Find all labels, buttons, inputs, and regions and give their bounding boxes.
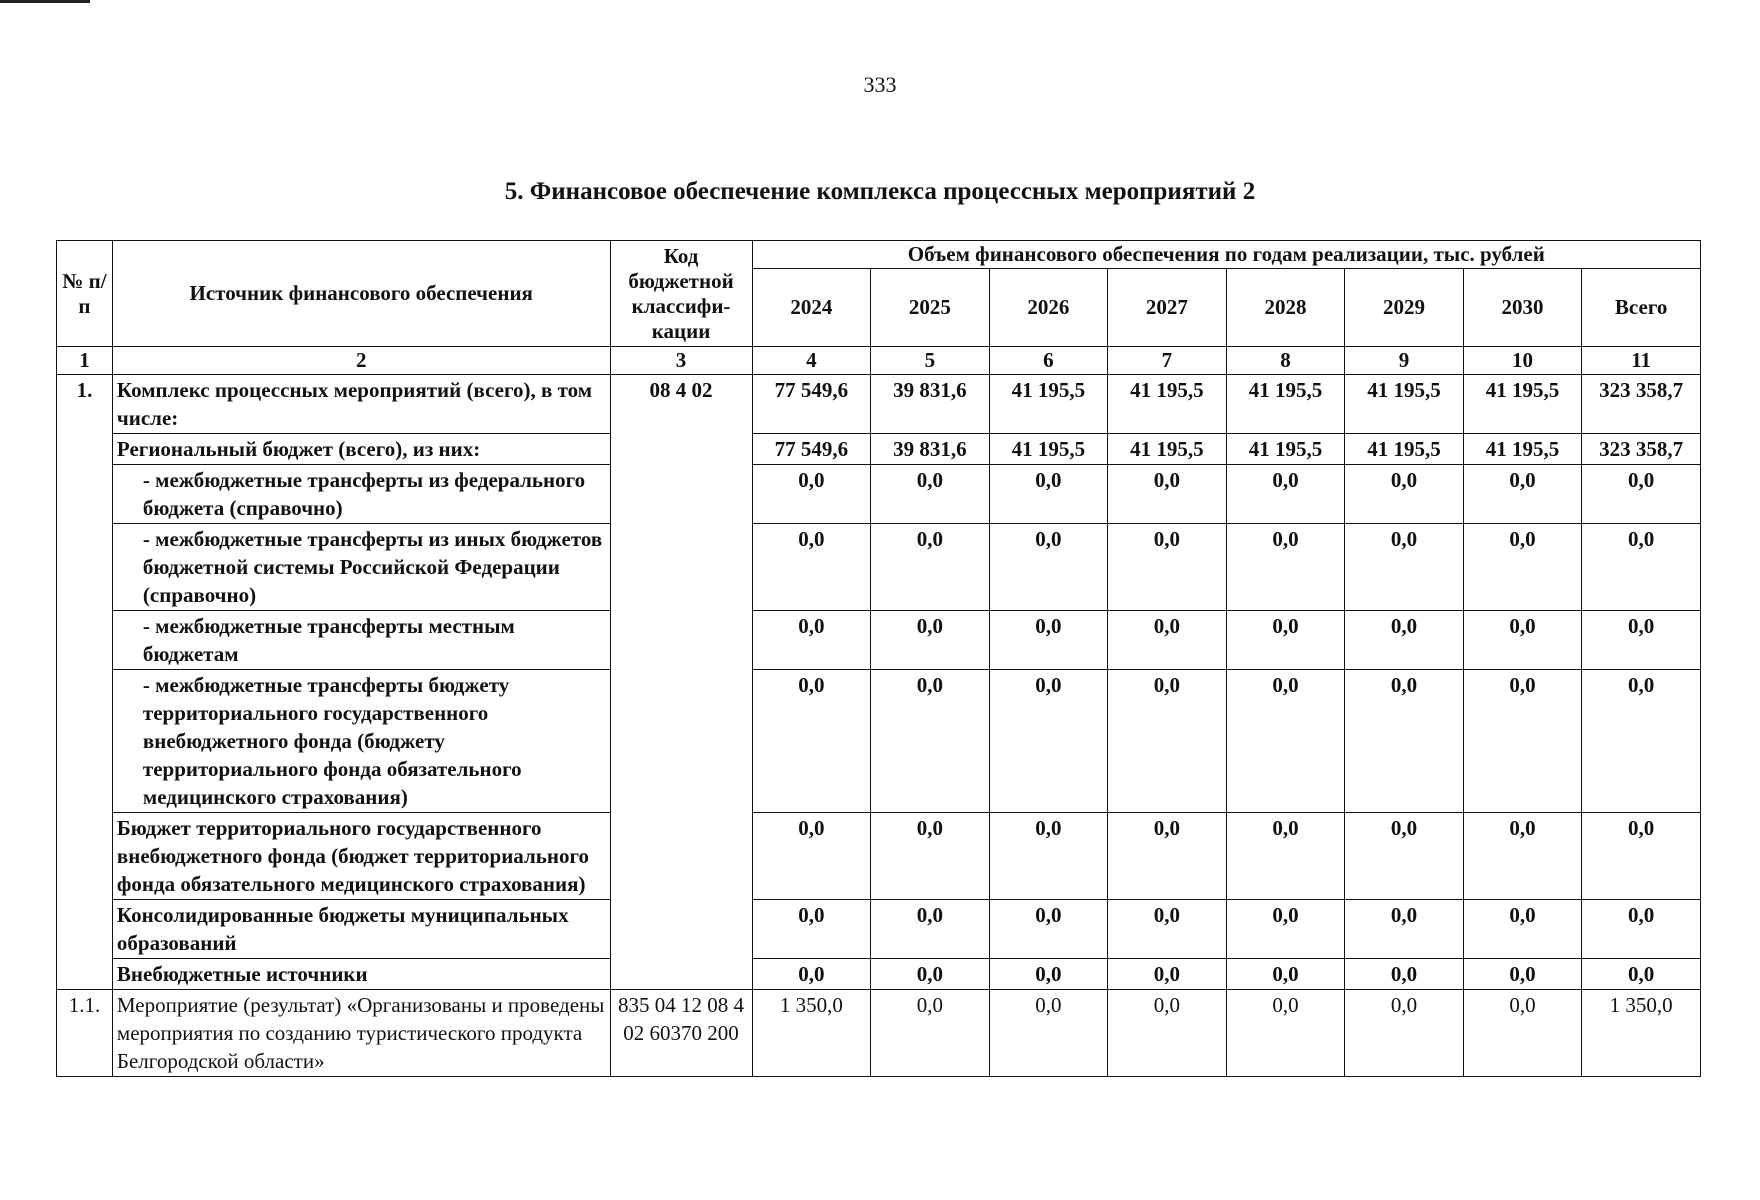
value-cell: 41 195,5 xyxy=(1463,434,1582,465)
header-code: Код бюджетной классифи-кации xyxy=(610,241,752,347)
page-title: 5. Финансовое обеспечение комплекса процессных мероприятий 2 xyxy=(504,178,1256,205)
value-cell: 0,0 xyxy=(1108,900,1227,959)
value-cell: 0,0 xyxy=(752,524,871,611)
value-cell: 0,0 xyxy=(752,465,871,524)
table-row xyxy=(57,670,1701,813)
total-cell: 0,0 xyxy=(1582,900,1701,959)
table-row xyxy=(57,959,1701,990)
value-cell: 0,0 xyxy=(1108,611,1227,670)
source-cell: Внебюджетные источники xyxy=(112,959,610,990)
value-cell: 0,0 xyxy=(871,900,990,959)
value-cell: 0,0 xyxy=(752,900,871,959)
value-cell: 0,0 xyxy=(1226,465,1345,524)
source-cell: Региональный бюджет (всего), из них: xyxy=(112,434,610,465)
value-cell: 0,0 xyxy=(871,990,990,1077)
column-number: 5 xyxy=(871,347,990,375)
value-cell: 1 350,0 xyxy=(752,990,871,1077)
column-number: 6 xyxy=(989,347,1108,375)
value-cell: 0,0 xyxy=(1463,813,1582,900)
value-cell: 0,0 xyxy=(1345,990,1464,1077)
value-cell: 0,0 xyxy=(1463,670,1582,813)
value-cell: 0,0 xyxy=(1226,670,1345,813)
header-num: № п/п xyxy=(57,241,113,347)
total-cell: 0,0 xyxy=(1582,670,1701,813)
value-cell: 0,0 xyxy=(1345,813,1464,900)
value-cell: 39 831,6 xyxy=(871,375,990,434)
value-cell: 77 549,6 xyxy=(752,434,871,465)
source-cell: Комплекс процессных мероприятий (всего), в том числе: xyxy=(112,375,610,434)
table-row xyxy=(57,990,1701,1077)
column-number: 7 xyxy=(1108,347,1227,375)
value-cell: 0,0 xyxy=(1463,611,1582,670)
value-cell: 0,0 xyxy=(989,465,1108,524)
value-cell: 0,0 xyxy=(1345,611,1464,670)
header-year: 2024 xyxy=(752,269,871,347)
value-cell: 41 195,5 xyxy=(1226,434,1345,465)
value-cell: 0,0 xyxy=(871,524,990,611)
header-year: 2029 xyxy=(1345,269,1464,347)
value-cell: 41 195,5 xyxy=(1226,375,1345,434)
value-cell: 0,0 xyxy=(1108,990,1227,1077)
scan-edge-mark xyxy=(0,0,90,3)
value-cell: 0,0 xyxy=(871,813,990,900)
header-year: 2028 xyxy=(1226,269,1345,347)
source-cell: - межбюджетные трансферты из федерального бюджета (справочно) xyxy=(112,465,610,524)
value-cell: 0,0 xyxy=(752,813,871,900)
table-row xyxy=(57,524,1701,611)
value-cell: 0,0 xyxy=(989,524,1108,611)
value-cell: 77 549,6 xyxy=(752,375,871,434)
total-cell: 0,0 xyxy=(1582,524,1701,611)
total-cell: 0,0 xyxy=(1582,611,1701,670)
total-cell: 323 358,7 xyxy=(1582,434,1701,465)
header-year: 2030 xyxy=(1463,269,1582,347)
value-cell: 0,0 xyxy=(1345,959,1464,990)
value-cell: 41 195,5 xyxy=(989,375,1108,434)
header-source: Источник финансового обеспечения xyxy=(112,241,610,347)
table-row xyxy=(57,375,1701,434)
value-cell: 0,0 xyxy=(1226,959,1345,990)
source-cell: - межбюджетные трансферты бюджету территориального государственного внебюджетного фонда (бюджету территориального фонда обязательного медицинского страхования) xyxy=(112,670,610,813)
total-cell: 0,0 xyxy=(1582,465,1701,524)
source-cell: - межбюджетные трансферты из иных бюджетов бюджетной системы Российской Федерации (справочно) xyxy=(112,524,610,611)
value-cell: 0,0 xyxy=(989,990,1108,1077)
value-cell: 0,0 xyxy=(871,670,990,813)
value-cell: 0,0 xyxy=(1226,611,1345,670)
value-cell: 0,0 xyxy=(989,900,1108,959)
page-number: 333 xyxy=(863,72,897,97)
value-cell: 39 831,6 xyxy=(871,434,990,465)
value-cell: 0,0 xyxy=(1108,959,1227,990)
column-number: 8 xyxy=(1226,347,1345,375)
source-cell: Консолидированные бюджеты муниципальных образований xyxy=(112,900,610,959)
column-number: 3 xyxy=(610,347,752,375)
value-cell: 41 195,5 xyxy=(1108,434,1227,465)
value-cell: 0,0 xyxy=(871,959,990,990)
budget-code-cell: 835 04 12 08 4 02 60370 200 xyxy=(610,990,752,1077)
value-cell: 0,0 xyxy=(1108,670,1227,813)
value-cell: 0,0 xyxy=(871,611,990,670)
value-cell: 0,0 xyxy=(1108,465,1227,524)
value-cell: 0,0 xyxy=(989,959,1108,990)
value-cell: 0,0 xyxy=(752,959,871,990)
value-cell: 0,0 xyxy=(1463,900,1582,959)
header-year: 2025 xyxy=(871,269,990,347)
source-cell: Бюджет территориального государственного внебюджетного фонда (бюджет территориального фонда обязательного медицинского страхования) xyxy=(112,813,610,900)
value-cell: 0,0 xyxy=(1463,990,1582,1077)
source-cell: Мероприятие (результат) «Организованы и проведены мероприятия по созданию туристического продукта Белгородской области» xyxy=(112,990,610,1077)
column-number: 9 xyxy=(1345,347,1464,375)
table-row xyxy=(57,465,1701,524)
value-cell: 0,0 xyxy=(989,611,1108,670)
value-cell: 41 195,5 xyxy=(1345,375,1464,434)
header-total: Всего xyxy=(1582,269,1701,347)
value-cell: 0,0 xyxy=(1108,813,1227,900)
column-number: 10 xyxy=(1463,347,1582,375)
total-cell: 0,0 xyxy=(1582,813,1701,900)
value-cell: 0,0 xyxy=(1226,524,1345,611)
table-row xyxy=(57,900,1701,959)
source-cell: - межбюджетные трансферты местным бюджетам xyxy=(112,611,610,670)
value-cell: 0,0 xyxy=(752,670,871,813)
value-cell: 0,0 xyxy=(1463,959,1582,990)
value-cell: 0,0 xyxy=(1345,465,1464,524)
financing-table xyxy=(56,240,1701,1077)
value-cell: 0,0 xyxy=(1463,465,1582,524)
table-row xyxy=(57,813,1701,900)
value-cell: 0,0 xyxy=(989,813,1108,900)
column-number: 11 xyxy=(1582,347,1701,375)
value-cell: 41 195,5 xyxy=(989,434,1108,465)
budget-code-cell: 08 4 02 xyxy=(610,375,752,990)
value-cell: 0,0 xyxy=(1226,900,1345,959)
value-cell: 0,0 xyxy=(1463,524,1582,611)
table-row xyxy=(57,611,1701,670)
value-cell: 41 195,5 xyxy=(1345,434,1464,465)
total-cell: 1 350,0 xyxy=(1582,990,1701,1077)
table-row xyxy=(57,434,1701,465)
row-number: 1. xyxy=(57,375,113,990)
column-number: 1 xyxy=(57,347,113,375)
header-year: 2026 xyxy=(989,269,1108,347)
value-cell: 0,0 xyxy=(752,611,871,670)
value-cell: 0,0 xyxy=(1108,524,1227,611)
value-cell: 0,0 xyxy=(871,465,990,524)
row-number: 1.1. xyxy=(57,990,113,1077)
total-cell: 323 358,7 xyxy=(1582,375,1701,434)
value-cell: 0,0 xyxy=(1226,990,1345,1077)
value-cell: 0,0 xyxy=(1345,524,1464,611)
value-cell: 41 195,5 xyxy=(1108,375,1227,434)
value-cell: 0,0 xyxy=(1345,900,1464,959)
total-cell: 0,0 xyxy=(1582,959,1701,990)
header-volume: Объем финансового обеспечения по годам реализации, тыс. рублей xyxy=(752,241,1700,269)
value-cell: 41 195,5 xyxy=(1463,375,1582,434)
value-cell: 0,0 xyxy=(1345,670,1464,813)
value-cell: 0,0 xyxy=(989,670,1108,813)
column-number: 4 xyxy=(752,347,871,375)
column-number: 2 xyxy=(112,347,610,375)
value-cell: 0,0 xyxy=(1226,813,1345,900)
header-year: 2027 xyxy=(1108,269,1227,347)
